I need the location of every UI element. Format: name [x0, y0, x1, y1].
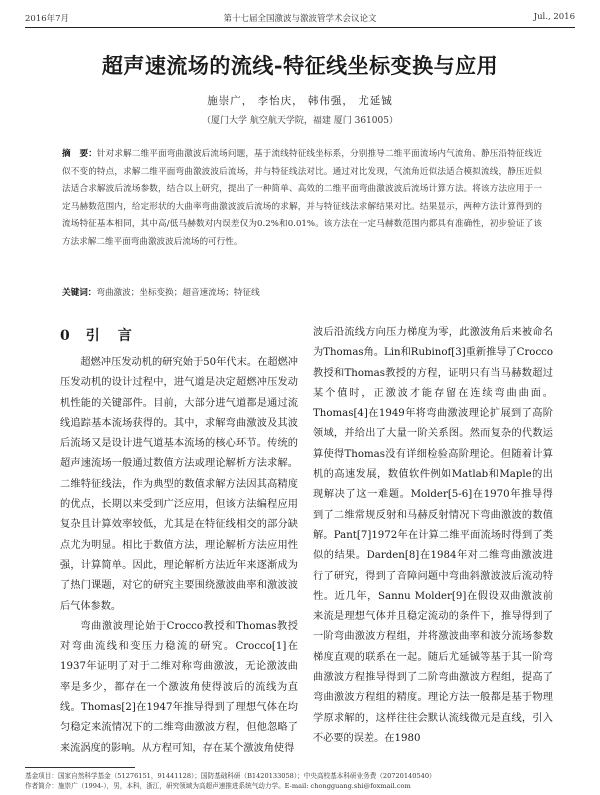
- body-paragraph: 波后沿流线方向压力梯度为零，此激波角后来被命名为Thomas角。Lin和Rubinof[3]重新推导了Crocco教授和Thomas教授的方程，证明只有当马赫数超过某个值时，正激波才能存留在连续弯曲曲面。Thomas[4]在1949年将弯曲激波理论扩展到了高阶领域，并给出了大量一阶关系图。然而复杂的代数运算使得Thomas没有详细检验高阶理论。但随着计算机的高速发展，数值软件例如Matlab和Maple的出现解决了这一难题。Molder[5-6]在1970年推导得到了二维常规反射和马赫反射情况下弯曲激波的数值解。Pant[7]1972年在计算二维平面流场时得到了类似的结果。Darden[8]在1984年对二维弯曲激波进行了研究，得到了音障问题中弯曲斜激波波后流动特性。近几年，Sannu Molder[9]在假设双曲激波前来流是理想气体并且稳定流动的条件下，推导得到了一阶弯曲激波方程组，并将激波曲率和波分流场参数梯度直观的联系在一起。随后尤延铖等基于其一阶弯曲激波方程推导得到了二阶弯曲激波方程组，提高了弯曲激波方程组的精度。理论方法一般都是基于物理学原求解的，这样往往会默认流线微元是直线，引入不必要的误差。在1980: [313, 327, 553, 744]
- keywords: [62, 286, 542, 298]
- section-title: 引 言: [85, 328, 134, 344]
- section-number: 0: [60, 328, 72, 344]
- right-column: [313, 323, 553, 749]
- running-header: [25, 10, 575, 26]
- header-date-en: Jul., 2016: [533, 12, 575, 22]
- author-list: 施崇广， 李怡庆， 韩伟强， 尤延铖: [207, 95, 393, 107]
- left-column: [60, 353, 298, 759]
- footnote-rule: [25, 767, 135, 768]
- footnote-funding: 基金项目：国家自然科学基金（51276151，91441128）；国防基础科研（B1420133058）；中央高校基本科研业务费（20720140540）: [25, 772, 436, 780]
- abstract-text: 针对求解二维平面弯曲激波后流场问题，基于流线特征线坐标系，分别推导二维平面流场内气流角、静压沿特征线近似不变的特点，求解二维平面弯曲激波波后流场，并与特征线法对比。通过对比发现，气流角近似法适合模拟流线，静压近似法适合求解波后流场参数，结合以上研究，提出了一种简单、高效的二维平面弯曲激波波后流场计算方法。将该方法应用于一定马赫数范围内，给定形状的大曲率弯曲激波波后流场的求解，并与特征线法求解结果对比。结果显示，两种方法计算得到的流场特征基本相同，其中高/低马赫数对内误差仅为0.2%和0.01%。该方法在一定马赫数范围内都具有准确性，初步验证了该方法求解二维平面弯曲激波波后流场的可行性。: [62, 149, 542, 247]
- affiliation: （厦门大学 航空航天学院，福建 厦门 361005）: [202, 116, 398, 126]
- body-paragraph: 弯曲激波理论始于Crocco教授和Thomas教授对弯曲流线和变压力稳流的研究。Crocco[1]在1937年证明了对于二维对称弯曲激波，无论激波曲率是多少，都存在一个激波角使得波后的流线为直线。Thomas[2]在1947年推导得到了理想气体在均匀稳定来流情况下的二维弯曲激波方程，但他忽略了来流涡度的影响。从方程可知，存在某个激波角使得: [60, 620, 298, 754]
- section-heading: [60, 325, 148, 345]
- abstract-label: 摘 要：: [62, 149, 97, 159]
- header-conference: 第十七届全国激波与激波管学术会议论文: [223, 14, 377, 24]
- header-date: 2016年7月: [25, 14, 70, 24]
- paper-title: 超声速流场的流线-特征线坐标变换与应用: [101, 53, 499, 78]
- keywords-label: 关键词：: [62, 288, 97, 298]
- abstract: [62, 146, 542, 251]
- body-paragraph: 超燃冲压发动机的研究始于50年代末。在超燃冲压发动机的设计过程中，进气道是决定超燃冲压发动机性能的关键部件。目前，大部分进气道都是通过流线追踪基本流场获得的。其中，求解弯曲激波及其波后流场又是设计进气道基本流场的核心环节。传统的超声速流场一般通过数值方法或理论解析方法求解。二维特征线法，作为典型的数值求解方法因其高精度的优点，长期以来受到广泛应用，但该方法编程应用复杂且计算效率较低，尤其是在特征线相交的部分缺点尤为明显。相比于数值方法，理论解析方法应用性强，计算简单。因此，理论解析方法近年来逐渐成为了热门课题，对它的研究主要围绕激波曲率和激波波后气体参数。: [60, 357, 298, 612]
- header-rule: [25, 27, 575, 28]
- footnote-author: 作者简介：施崇广（1994-），男，本科，浙江，研究领域为高超声速推进系统气动力学。E-mail: chongguang.shi@foxmail.com: [25, 782, 411, 790]
- keywords-text: 弯曲激波；坐标变换；超音速流场；特征线: [96, 288, 260, 298]
